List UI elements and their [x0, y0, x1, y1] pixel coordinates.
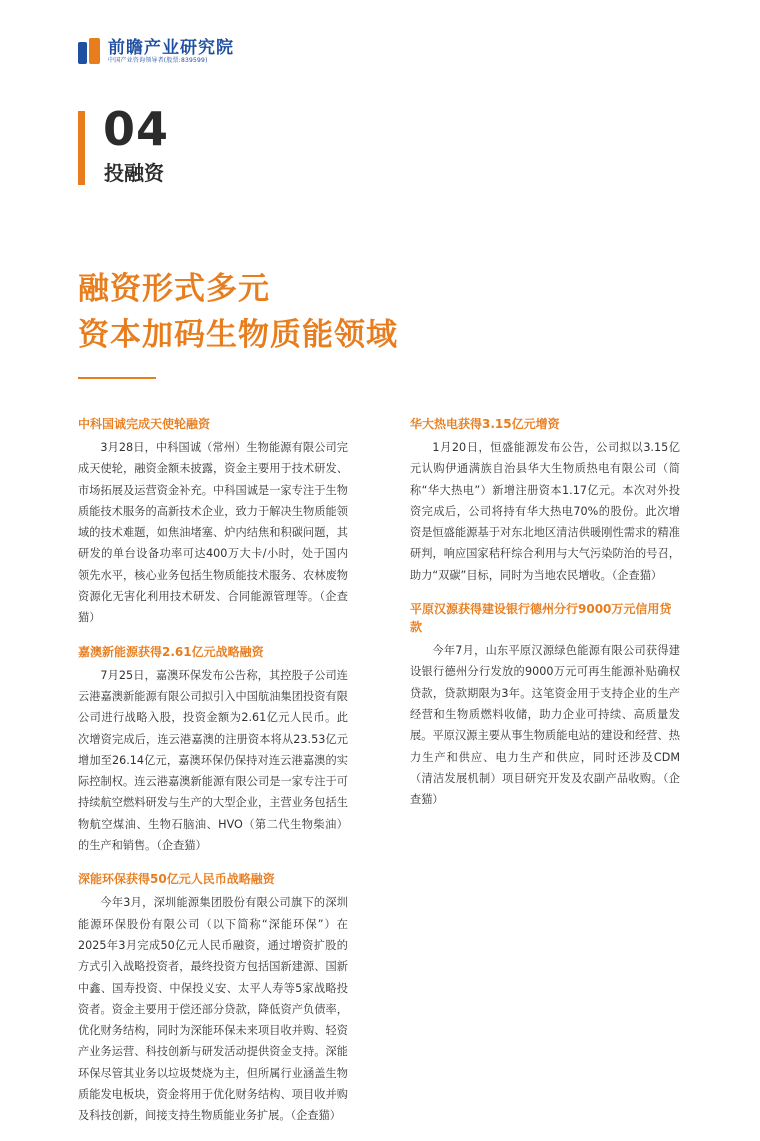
- article-pingyuan-hanyuan: [410, 600, 680, 810]
- article-body: 7月25日，嘉澳环保发布公告称，其控股子公司连云港嘉澳新能源有限公司拟引入中国航油集团投资有限公司进行战略入股，投资金额为2.61亿元人民币。此次增资完成后，连云港嘉澳的注册资本将从23.53亿元增加至26.14亿元，嘉澳环保仍保持对连云港嘉澳的实际控制权。连云港嘉澳新能源有限公司是一家专注于可持续航空燃料研发与生产的大型企业，主营业务包括生物航空煤油、生物石脑油、HVO（第二代生物柴油）的生产和销售。（企查猫）: [78, 668, 348, 853]
- logo-mark-icon: [78, 38, 102, 66]
- logo-text-block: [108, 39, 234, 65]
- article-body: 今年3月，深圳能源集团股份有限公司旗下的深圳能源环保股份有限公司（以下简称“深能环保”）在2025年3月完成50亿元人民币融资，通过增资扩股的方式引入战略投资者，最终投资方包括国新建源、国新中鑫、国寿投资、中保投义安、太平人寿等5家战略投资者。资金主要用于偿还部分贷款，降低资产负债率，优化财务结构，同时为深能环保未来项目收并购、轻资产业务运营、科技创新与研发活动提供资金支持。深能环保尽管其业务以垃圾焚烧为主，但所属行业涵盖生物质能发电板块，资金将用于优化财务结构、项目收并购及科技创新，间接支持生物质能业务扩展。（企查猫）: [78, 896, 348, 1123]
- page-headline: [78, 266, 398, 358]
- article-title: 嘉澳新能源获得2.61亿元战略融资: [78, 644, 264, 659]
- brand-logo: [78, 38, 234, 66]
- article-body: 1月20日，恒盛能源发布公告，公司拟以3.15亿元认购伊通满族自治县华大生物质热电有限公司（简称“华大热电”）新增注册资本1.17亿元。本次对外投资完成后，公司将持有华大热电70%的股份。此次增资是恒盛能源基于对东北地区清洁供暖刚性需求的精准研判，响应国家秸秆综合利用与大气污染防治的号召，助力“双碳”目标，同时为当地农民增收。（企查猫）: [410, 441, 680, 582]
- left-column: [78, 415, 348, 1141]
- section-accent-bar: [78, 111, 85, 185]
- brand-tagline: 中国产业咨询领导者(股票:839599): [108, 57, 208, 64]
- article-huada: [410, 415, 680, 586]
- article-title: 中科国诚完成天使轮融资: [78, 417, 211, 431]
- article-title: 平原汉源获得建设银行德州分行9000万元信用贷款: [410, 602, 672, 635]
- article-zhongke-guocheng: [78, 415, 348, 629]
- article-body: 3月28日，中科国诚（常州）生物能源有限公司完成天使轮，融资金额未披露，资金主要用于技术研发、市场拓展及运营资金补充。中科国诚是一家专注于生物质能技术服务的高新技术企业，致力于解决生物质能领域的技术难题，如焦油堵塞、炉内结焦和积碳问题，其研发的单台设备功率可达400万大卡/小时，处于国内领先水平，核心业务包括生物质能技术服务、农林废物资源化无害化利用技术研发、合同能源管理等。（企查猫）: [78, 441, 348, 625]
- section-title: 投融资: [104, 161, 164, 185]
- headline-line-1: 融资形式多元: [78, 271, 270, 307]
- article-title: 深能环保获得50亿元人民币战略融资: [78, 872, 275, 887]
- headline-line-2: 资本加码生物质能领域: [78, 317, 398, 353]
- section-number: 04: [103, 102, 170, 156]
- headline-divider: [78, 377, 156, 379]
- article-title: 华大热电获得3.15亿元增资: [410, 417, 560, 431]
- article-jiaao: [78, 643, 348, 857]
- article-body: 今年7月，山东平原汉源绿色能源有限公司获得建设银行德州分行发放的9000万元可再生能源补贴确权贷款，贷款期限为3年。这笔资金用于支持企业的生产经营和生物质燃料收储，助力企业可持续、高质量发展。平原汉源主要从事生物质能电站的建设和经营、热力生产和供应、电力生产和供应，同时还涉及CDM（清洁发展机制）项目研究开发及农副产品收购。（企查猫）: [410, 644, 680, 807]
- article-shenneng: [78, 870, 348, 1126]
- brand-name: 前瞻产业研究院: [108, 38, 234, 58]
- right-column: [410, 415, 680, 824]
